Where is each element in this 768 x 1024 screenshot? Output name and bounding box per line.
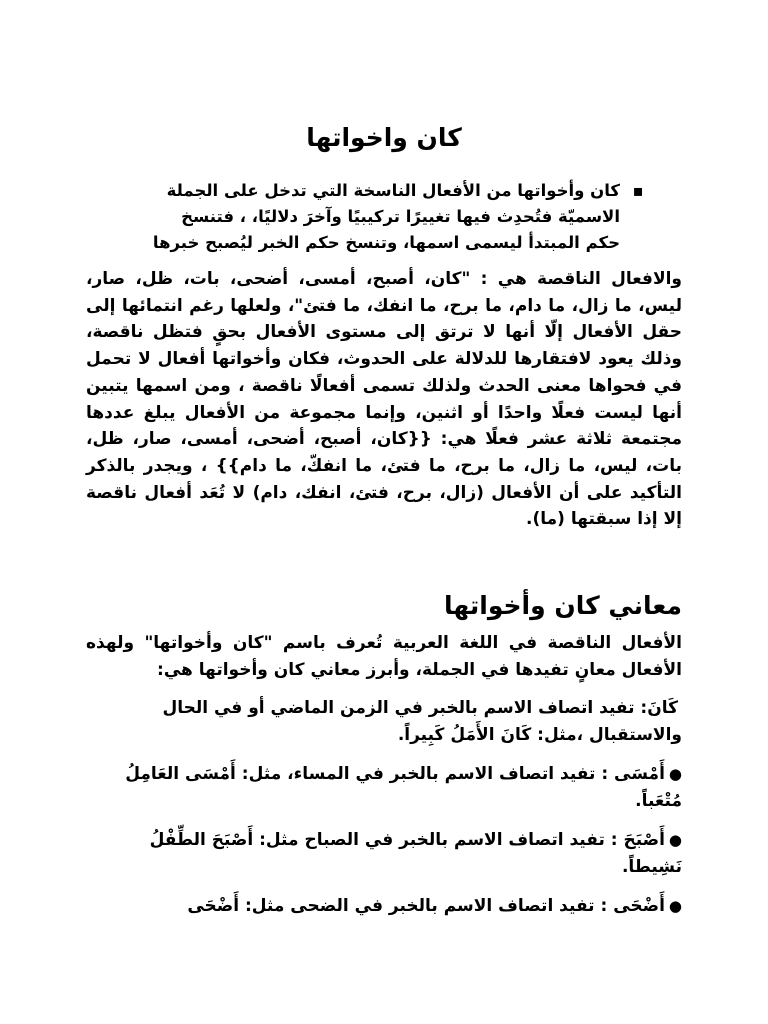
intro-paragraph: كان وأخواتها من الأفعال الناسخة التي تدخل على الجملة الاسميّة فتُحدِث فيها تغييرًا تركيبيًا وآخرَ دلاليًا، ، فتنسخ حكم المبتدأ ليسمى اسمها، وتنسخ حكم الخبر ليُصبح خبرها xyxy=(152,181,620,252)
meanings-intro-paragraph: الأفعال الناقصة في اللغة العربية تُعرف باسم "كان وأخواتها" ولهذه الأفعال معانٍ تفيدها في الجملة، وأبرز معاني كان وأخواتها هي: xyxy=(86,633,682,680)
list-item xyxy=(86,827,682,881)
bullet-icon: ● xyxy=(668,897,682,915)
list-item xyxy=(86,893,682,920)
list-item xyxy=(86,761,682,815)
meaning-text: أَضْحَى : تفيد اتصاف الاسم بالخبر في الضحى مثل: أَضْحَى xyxy=(187,896,665,916)
meaning-text: كَانَ: تفيد اتصاف الاسم بالخبر في الزمن الماضي أو في الحال والاستقبال ،مثل: كَانَ الأَمَلُ كَبِيراً. xyxy=(162,698,682,745)
section-title-meanings: معاني كان وأخواتها xyxy=(444,591,682,620)
bullet-icon: ● xyxy=(668,831,682,849)
meaning-text: أَمْسَى : تفيد اتصاف الاسم بالخبر في المساء، مثل: أَمْسَى العَامِلُ مُتْعَباً. xyxy=(125,764,682,811)
verbs-list-paragraph: والافعال الناقصة هي : "كان، أصبح، أمسى، أضحى، بات، ظل، صار، ليس، ما زال، ما دام، ما برح، ما انفك، ما فتئ"، ولعلها رغم انتمائها إلى حقل الأفعال إلّا أنها لا ترتق إلى مستوى الأفعال بحقٍ فتظل ناقصة، وذلك يعود لافتقارها للدلالة على الحدوث، فكان وأخواتها أفعال لا تحمل في فحواها معنى الحدث ولذلك تسمى أفعالًا ناقصة ، ومن اسمها يتبين أنها ليست فعلًا واحدًا أو اثنين، وإنما مجموعة من الأفعال يبلغ عددها مجتمعة ثلاثة عشر فعلًا هي: {{كان، أصبح، أضحى، أمسى، صار، ظل، بات، ليس، ما زال، ما برح، ما فتئ، ما انفكّ، ما دام}} ، ويجدر بالذكر التأكيد على أن الأفعال (زال، برح، فتئ، انفك، دام) لا تُعَد أفعال ناقصة إلا إذا سبقتها (ما). xyxy=(86,269,682,530)
meaning-text: أَصْبَحَ : تفيد اتصاف الاسم بالخبر في الصباح مثل: أَصْبَحَ الطِّفْلُ نَشِيطاً. xyxy=(149,830,682,877)
square-bullet-icon: ▪ xyxy=(632,181,644,200)
meanings-list xyxy=(86,695,682,932)
document-title: كان واخواتها xyxy=(306,123,462,152)
bullet-icon: ● xyxy=(668,765,682,783)
list-item xyxy=(86,695,682,749)
